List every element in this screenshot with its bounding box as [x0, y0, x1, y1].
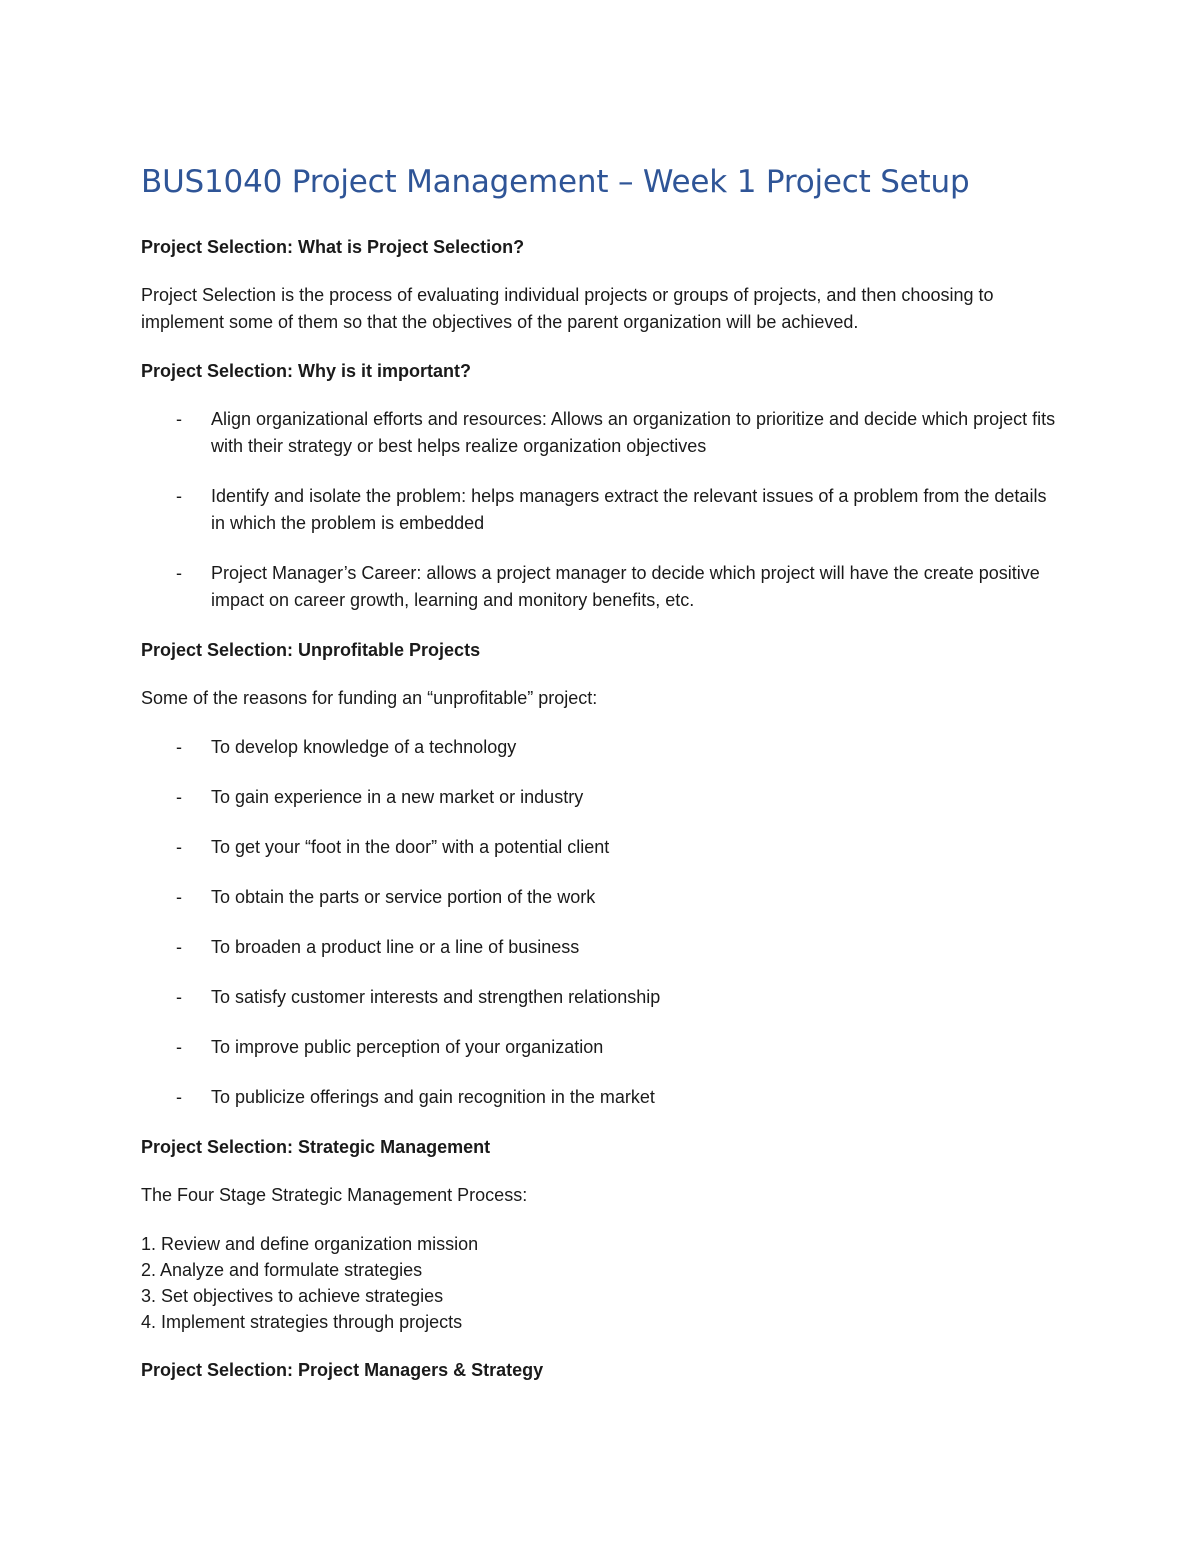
- section-heading-why: Project Selection: Why is it important?: [141, 361, 472, 381]
- dash-bullet: -: [176, 937, 182, 957]
- section-paragraph-what: Project Selection is the process of evaluating individual projects or groups of projects, and then choosing to implement some of them so that the objectives of the parent organization will be achieved.: [141, 285, 994, 332]
- list-item-text: To publicize offerings and gain recognition in the market: [211, 1087, 655, 1107]
- why-list: [141, 406, 1061, 614]
- list-item-text: To obtain the parts or service portion of the work: [211, 887, 596, 907]
- section-heading-unprofitable: Project Selection: Unprofitable Projects: [141, 640, 481, 660]
- list-item-text: To get your “foot in the door” with a potential client: [211, 837, 610, 857]
- section-heading-strategic: Project Selection: Strategic Management: [141, 1137, 491, 1157]
- section-heading-managers: Project Selection: Project Managers & Strategy: [141, 1360, 544, 1380]
- unprofitable-list: [141, 734, 1061, 1111]
- list-item: [141, 734, 1061, 761]
- list-item: [141, 1034, 1061, 1061]
- dash-bullet: -: [176, 737, 182, 757]
- list-item: [141, 934, 1061, 961]
- dash-bullet: -: [176, 837, 182, 857]
- dash-bullet: -: [176, 1087, 182, 1107]
- list-item: [141, 406, 1061, 460]
- list-item: [141, 984, 1061, 1011]
- list-item-text: To broaden a product line or a line of business: [211, 937, 580, 957]
- dash-bullet: -: [176, 563, 182, 583]
- dash-bullet: -: [176, 987, 182, 1007]
- list-item: [141, 560, 1061, 614]
- list-item-text: Align organizational efforts and resources: Allows an organization to prioritize and decide which project fits with their strategy or best helps realize organization objectives: [211, 409, 1056, 456]
- list-item: [141, 1084, 1061, 1111]
- section-intro-unprofitable: Some of the reasons for funding an “unprofitable” project:: [141, 688, 598, 708]
- step-item: 4. Implement strategies through projects: [141, 1312, 463, 1332]
- step-item: 2. Analyze and formulate strategies: [141, 1260, 423, 1280]
- section-intro-strategic: The Four Stage Strategic Management Process:: [141, 1185, 528, 1205]
- list-item-text: To satisfy customer interests and strengthen relationship: [211, 987, 661, 1007]
- step-item: 3. Set objectives to achieve strategies: [141, 1286, 444, 1306]
- dash-bullet: -: [176, 409, 182, 429]
- step-item: 1. Review and define organization mission: [141, 1234, 479, 1254]
- dash-bullet: -: [176, 486, 182, 506]
- list-item-text: To develop knowledge of a technology: [211, 737, 517, 757]
- dash-bullet: -: [176, 887, 182, 907]
- dash-bullet: -: [176, 1037, 182, 1057]
- document-title: BUS1040 Project Management – Week 1 Project Setup: [141, 164, 970, 200]
- list-item-text: Project Manager’s Career: allows a project manager to decide which project will have the create positive impact on career growth, learning and monitory benefits, etc.: [211, 563, 1040, 610]
- list-item-text: Identify and isolate the problem: helps managers extract the relevant issues of a problem from the details in which the problem is embedded: [211, 486, 1047, 533]
- list-item: [141, 483, 1061, 537]
- list-item-text: To improve public perception of your organization: [211, 1037, 604, 1057]
- dash-bullet: -: [176, 787, 182, 807]
- list-item: [141, 884, 1061, 911]
- list-item: [141, 784, 1061, 811]
- strategic-steps-list: [141, 1231, 1061, 1335]
- section-heading-what: Project Selection: What is Project Selection?: [141, 237, 525, 257]
- list-item: [141, 834, 1061, 861]
- list-item-text: To gain experience in a new market or industry: [211, 787, 584, 807]
- document-body: [141, 160, 1061, 1405]
